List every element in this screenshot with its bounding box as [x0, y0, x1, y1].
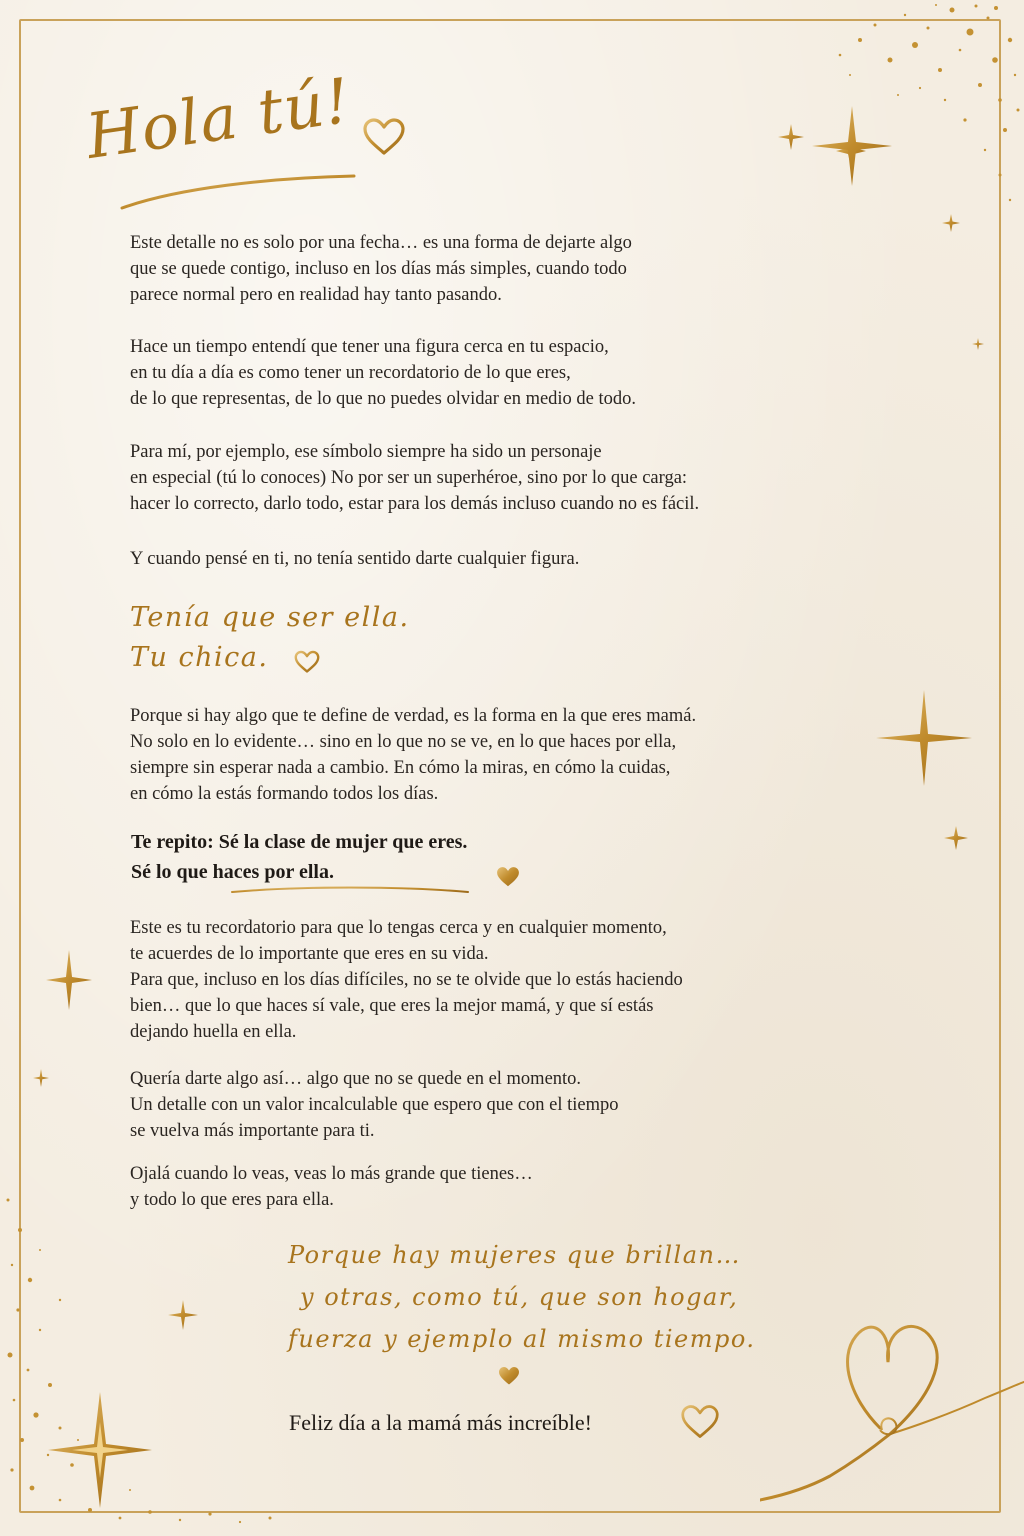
- small-star-icon: [944, 826, 968, 850]
- script-line: Tu chica.: [130, 642, 269, 673]
- text-line: dejando huella en ella.: [130, 1022, 297, 1042]
- script-line: Tenía que ser ella.: [130, 602, 410, 633]
- heart-icon: [362, 117, 406, 157]
- page-title: Hola tú!: [81, 63, 356, 173]
- text-line: y todo lo que eres para ella.: [130, 1190, 334, 1210]
- script-closing: [288, 1234, 756, 1360]
- paragraph-5: [130, 703, 890, 807]
- emphasis-text: [131, 827, 467, 887]
- text-line: se vuelva más importante para ti.: [130, 1121, 375, 1141]
- text-line: Y cuando pensé en ti, no tenía sentido darte cualquier figura.: [130, 549, 580, 569]
- paragraph-4: [130, 546, 890, 572]
- heart-icon: [294, 650, 320, 674]
- tiny-star-icon: [33, 1069, 49, 1087]
- sparkle-star-icon: [812, 106, 892, 186]
- emphasis-underline-swash: [230, 882, 470, 902]
- text-line: bien… que lo que haces sí vale, que eres la mejor mamá, y que sí estás: [130, 996, 654, 1016]
- text-line: Este detalle no es solo por una fecha… es una forma de dejarte algo: [130, 233, 632, 253]
- text-line: en cómo la estás formando todos los días.: [130, 784, 439, 804]
- text-line: te acuerdes de lo importante que eres en su vida.: [130, 944, 489, 964]
- paragraph-7: [130, 1066, 890, 1144]
- paragraph-6: [130, 915, 890, 1045]
- text-line: Ojalá cuando lo veas, veas lo más grande que tienes…: [130, 1164, 533, 1184]
- emphasis-line: Te repito: Sé la clase de mujer que eres.: [131, 831, 468, 853]
- paragraph-3: [130, 439, 890, 517]
- text-line: de lo que representas, de lo que no puedes olvidar en medio de todo.: [130, 389, 637, 409]
- text-line: en tu día a día es como tener un recordatorio de lo que eres,: [130, 363, 571, 383]
- tiny-star-icon: [972, 338, 984, 350]
- paragraph-8: [130, 1161, 890, 1213]
- title-underline-swash: [118, 166, 358, 216]
- text-line: Este es tu recordatorio para que lo tengas cerca y en cualquier momento,: [130, 918, 667, 938]
- text-line: Hace un tiempo entendí que tener una figura cerca en tu espacio,: [130, 337, 609, 357]
- sparkle-star-icon: [876, 690, 972, 786]
- sparkle-star-icon: [46, 950, 92, 1010]
- paragraph-1: [130, 230, 890, 308]
- text-line: parece normal pero en realidad hay tanto pasando.: [130, 285, 502, 305]
- script-line: fuerza y ejemplo al mismo tiempo.: [288, 1325, 756, 1353]
- script-quote: [130, 598, 410, 678]
- text-line: siempre sin esperar nada a cambio. En cómo la miras, en cómo la cuidas,: [130, 758, 671, 778]
- small-star-icon: [778, 124, 804, 150]
- text-line: que se quede contigo, incluso en los días más simples, cuando todo: [130, 259, 627, 279]
- heart-line-art-icon: [760, 1318, 1024, 1504]
- text-line: Quería darte algo así… algo que no se quede en el momento.: [130, 1069, 582, 1089]
- text-line: Para mí, por ejemplo, ese símbolo siempre ha sido un personaje: [130, 442, 602, 462]
- script-line: y otras, como tú, que son hogar,: [300, 1283, 739, 1311]
- script-line: Porque hay mujeres que brillan…: [288, 1241, 741, 1269]
- small-star-icon: [942, 214, 960, 232]
- heart-icon: [680, 1403, 720, 1441]
- gold-splatter-bottom-left: [0, 1170, 300, 1536]
- text-line: Para que, incluso en los días difíciles, no se te olvide que lo estás haciendo: [130, 970, 683, 990]
- paragraph-2: [130, 334, 890, 412]
- emphasis-line: Sé lo que haces por ella.: [131, 861, 334, 883]
- text-line: hacer lo correcto, darlo todo, estar para los demás incluso cuando no es fácil.: [130, 494, 700, 514]
- closing-message: Feliz día a la mamá más increíble!: [289, 1410, 592, 1435]
- text-line: Un detalle con un valor incalculable que espero que con el tiempo: [130, 1095, 619, 1115]
- heart-icon: [498, 1366, 520, 1386]
- text-line: Porque si hay algo que te define de verdad, es la forma en la que eres mamá.: [130, 706, 697, 726]
- text-line: No solo en lo evidente… sino en lo que no se ve, en lo que haces por ella,: [130, 732, 677, 752]
- text-line: en especial (tú lo conoces) No por ser un superhéroe, sino por lo que carga:: [130, 468, 688, 488]
- heart-icon: [496, 866, 520, 888]
